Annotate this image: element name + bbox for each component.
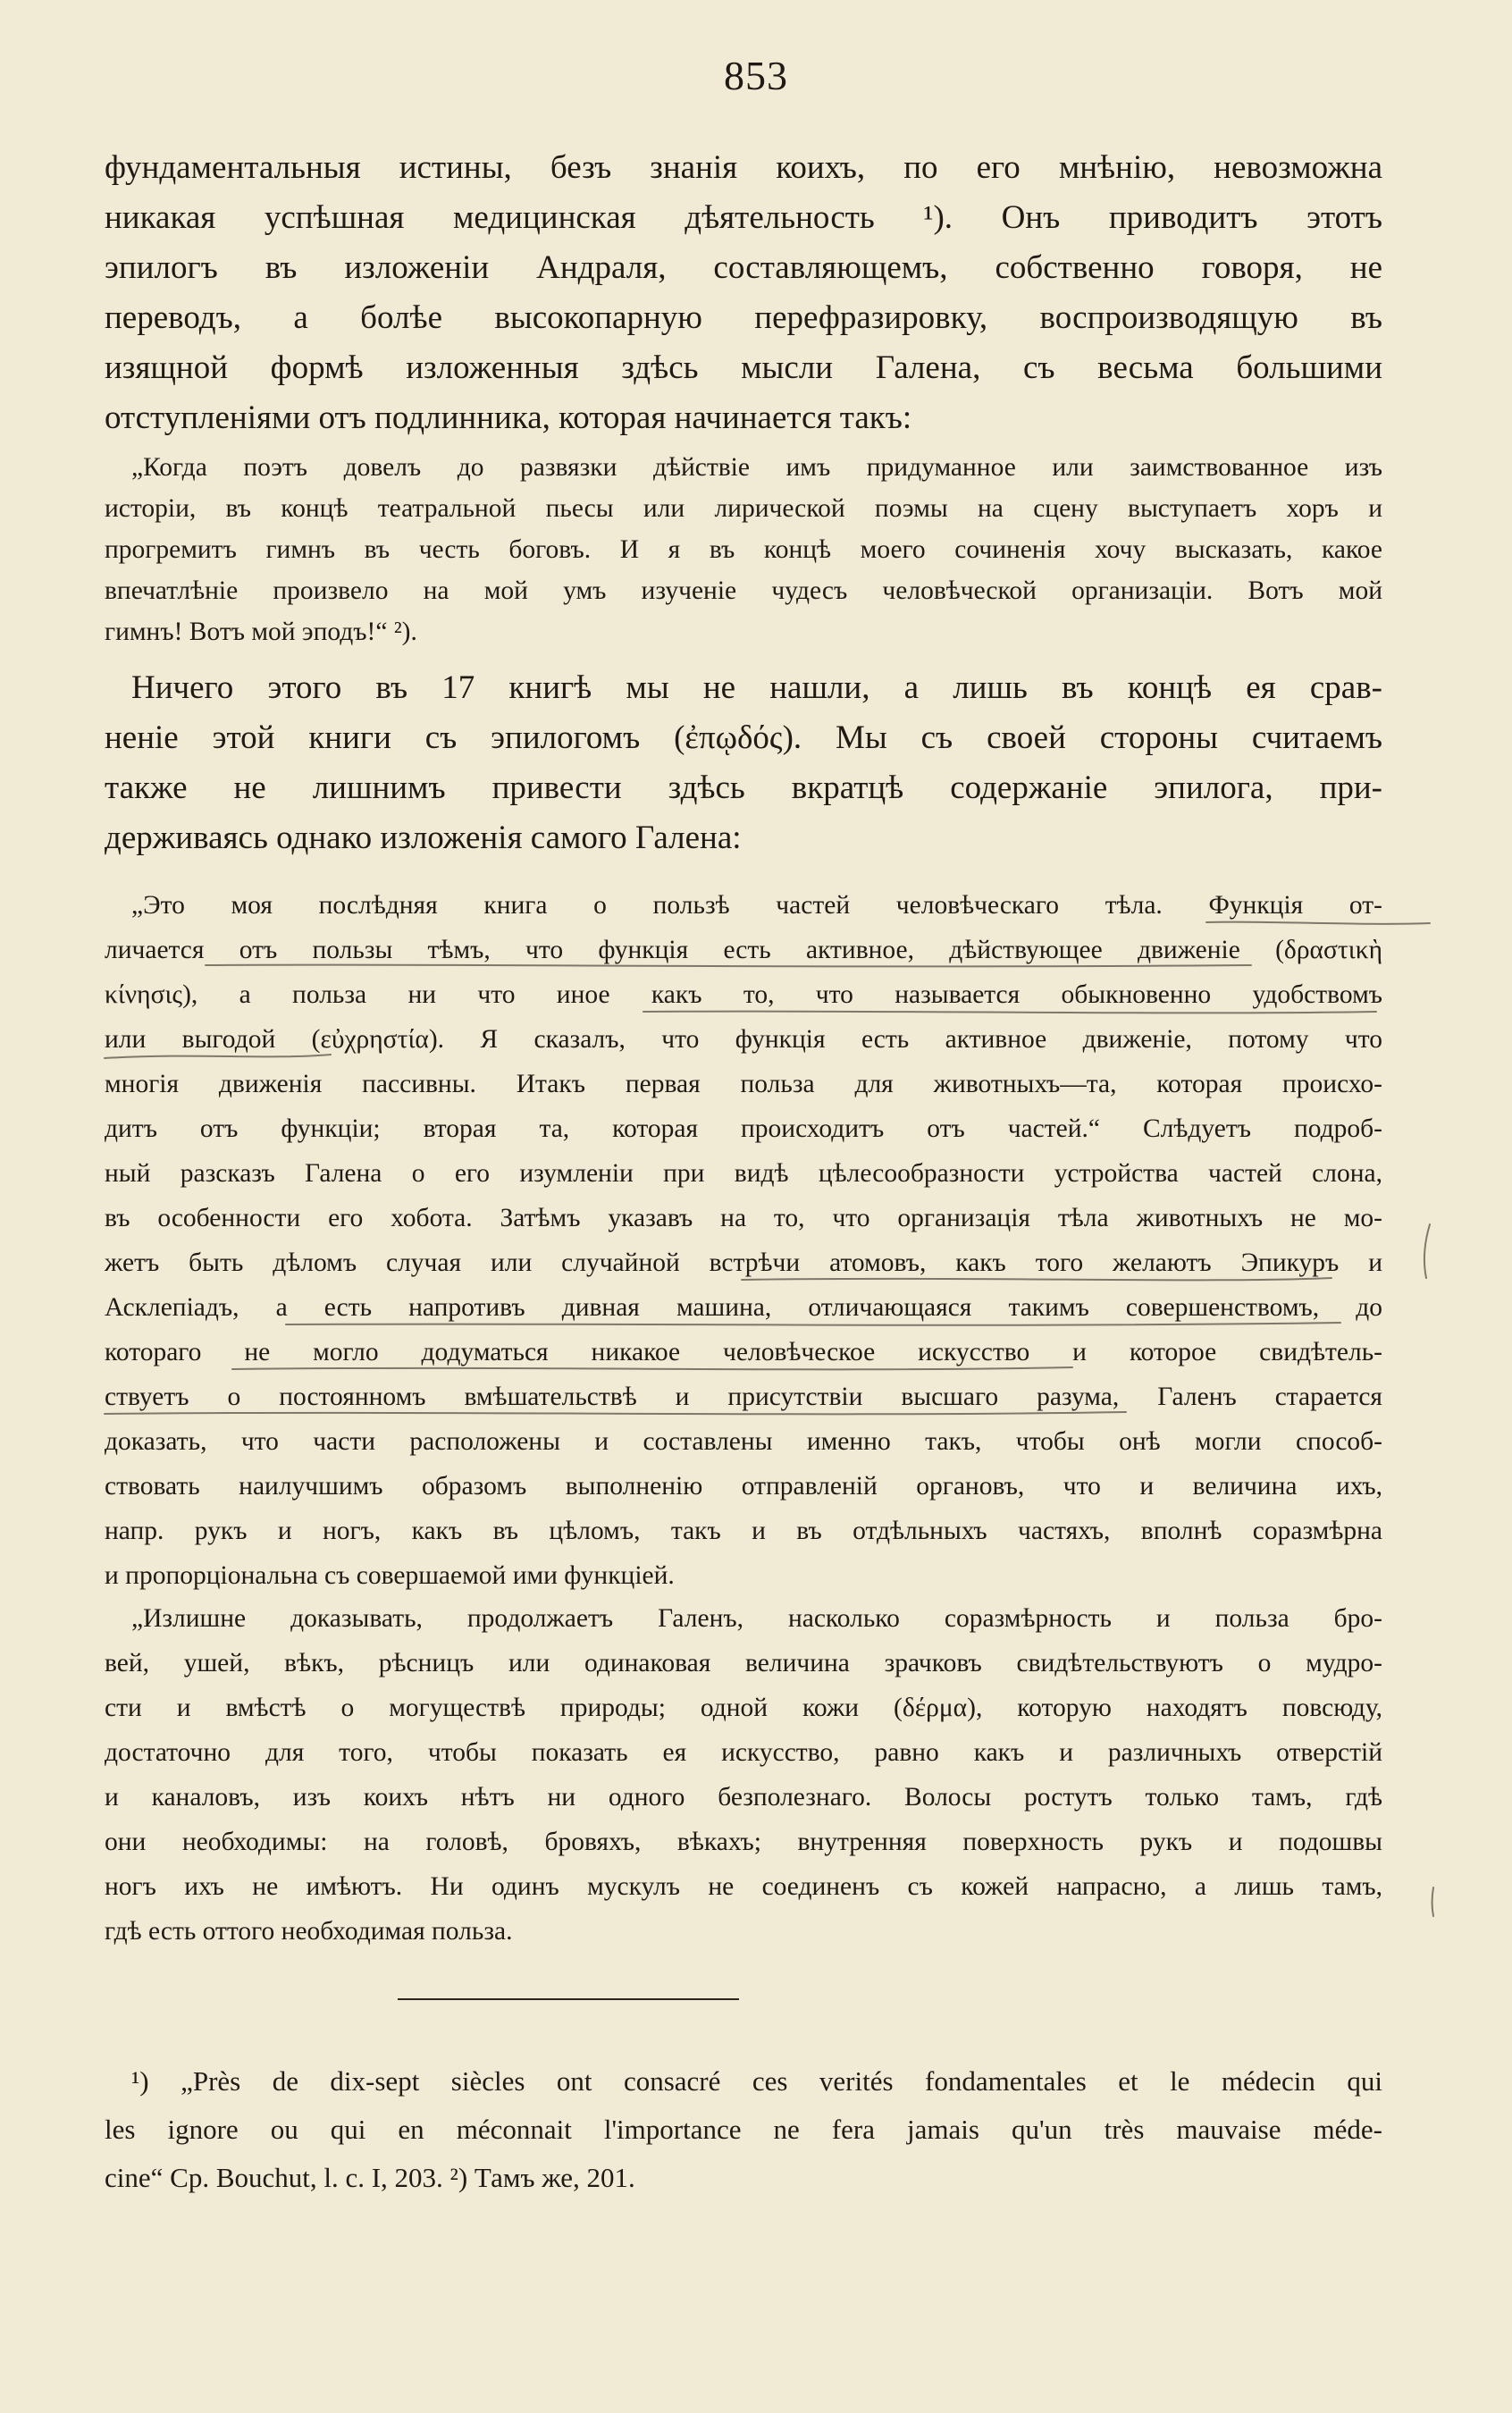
quote-block-2	[105, 883, 1382, 1598]
footnote-line: cine“ Ср. Bouchut, l. c. I, 203. ²) Тамъ же, 201.	[105, 2162, 635, 2193]
page-number: 853	[724, 53, 788, 98]
text-line: ногъ ихъ не имѣютъ. Ни одинъ мускулъ не соединенъ съ кожей напрасно, а лишь тамъ,	[105, 1872, 1382, 1901]
text-line: сти и вмѣстѣ о могуществѣ природы; одной кожи (δέρμα), которую находятъ повсюду,	[105, 1694, 1382, 1722]
text-line: κίνησις), а польза ни что иное какъ то, что называется обыкновенно удобствомъ	[105, 980, 1382, 1009]
text-line: Ничего этого въ 17 книгѣ мы не нашли, а лишь въ концѣ ея срав-	[131, 669, 1382, 706]
text-line: неніе этой книги съ эпилогомъ (ἐπῳδός). Мы съ своей стороны считаемъ	[105, 719, 1382, 756]
text-line: исторіи, въ концѣ театральной пьесы или лирической поэмы на сцену выступаетъ хоръ и	[105, 494, 1382, 523]
text-line: впечатлѣніе произвело на мой умъ изученіе чудесъ человѣческой организаціи. Вотъ мой	[105, 576, 1382, 605]
text-line: жетъ быть дѣломъ случая или случайной встрѣчи атомовъ, какъ того желаютъ Эпикуръ и	[105, 1249, 1382, 1277]
quote-block-3	[105, 1596, 1382, 1954]
text-line: они необходимы: на головѣ, бровяхъ, вѣкахъ; внутренняя поверхность рукъ и подошвы	[105, 1828, 1382, 1856]
text-line: или выгодой (εὐχρηστία). Я сказалъ, что функція есть активное движеніе, потому что	[105, 1025, 1382, 1054]
text-line: Асклепіадъ, а есть напротивъ дивная машина, отличающаяся такимъ совершенствомъ, до	[105, 1293, 1382, 1322]
text-line: изящной формѣ изложенныя здѣсь мысли Галена, съ весьма большими	[105, 349, 1382, 386]
text-line: вей, ушей, вѣкъ, рѣсницъ или одинаковая величина зрачковъ свидѣтельствуютъ о мудро-	[105, 1649, 1382, 1677]
text-line: доказать, что части расположены и составлены именно такъ, чтобы онѣ могли способ-	[105, 1427, 1382, 1456]
text-line: котораго не могло додуматься никакое человѣческое искусство и которое свидѣтель-	[105, 1338, 1382, 1366]
text-line: „Это моя послѣдняя книга о пользѣ частей человѣческаго тѣла. Функція от-	[131, 891, 1382, 920]
text-line: и пропорціональна съ совершаемой ими функціей.	[105, 1561, 675, 1590]
text-line: гимнъ! Вотъ мой эподъ!“ ²).	[105, 618, 417, 646]
text-line: гдѣ есть оттого необходимая польза.	[105, 1917, 513, 1946]
text-line: эпилогъ въ изложеніи Андраля, составляющемъ, собственно говоря, не	[105, 249, 1382, 286]
paragraph-1	[105, 143, 1382, 443]
text-line: напр. рукъ и ногъ, какъ въ цѣломъ, такъ и въ отдѣльныхъ частяхъ, вполнѣ соразмѣрна	[105, 1517, 1382, 1545]
text-line: личается отъ пользы тѣмъ, что функція есть активное, дѣйствующее движеніе (δραστικὴ	[105, 936, 1382, 964]
text-line: переводъ, а болѣе высокопарную перефразировку, воспроизводящую въ	[105, 299, 1382, 336]
pencil-margin-mark	[1432, 1888, 1434, 1916]
text-line: отступленіями отъ подлинника, которая начинается такъ:	[105, 399, 912, 436]
text-line: „Излишне доказывать, продолжаетъ Галенъ, насколько соразмѣрность и польза бро-	[131, 1604, 1382, 1633]
footnotes	[105, 2057, 1382, 2202]
text-line: прогремитъ гимнъ въ честь боговъ. И я въ концѣ моего сочиненія хочу высказать, какое	[105, 535, 1382, 564]
text-line: и каналовъ, изъ коихъ нѣтъ ни одного безполезнаго. Волосы ростутъ только тамъ, гдѣ	[105, 1783, 1382, 1812]
text-line: также не лишнимъ привести здѣсь вкратцѣ содержаніе эпилога, при-	[105, 769, 1382, 806]
quote-block-1	[105, 447, 1382, 652]
text-line: достаточно для того, чтобы показать ея искусство, равно какъ и различныхъ отверстій	[105, 1738, 1382, 1767]
footnote-line: les ignore ou qui en méconnait l'importance ne fera jamais qu'un très mauvaise méde-	[105, 2114, 1382, 2145]
pencil-margin-mark	[1424, 1224, 1430, 1278]
text-line: ствовать наилучшимъ образомъ выполненію отправленій органовъ, что и величина ихъ,	[105, 1472, 1382, 1501]
text-line: дитъ отъ функціи; вторая та, которая происходитъ отъ частей.“ Слѣдуетъ подроб-	[105, 1114, 1382, 1143]
text-line: никакая успѣшная медицинская дѣятельность ¹). Онъ приводитъ этотъ	[105, 199, 1382, 236]
text-line: ствуетъ о постоянномъ вмѣшательствѣ и присутствіи высшаго разума, Галенъ старается	[105, 1383, 1382, 1411]
text-line: ный разсказъ Галена о его изумленіи при видѣ цѣлесообразности устройства частей слона,	[105, 1159, 1382, 1188]
text-line: держиваясь однако изложенія самого Галена:	[105, 820, 742, 856]
paragraph-2	[105, 663, 1382, 863]
text-line: многія движенія пассивны. Итакъ первая польза для животныхъ—та, которая происхо-	[105, 1070, 1382, 1098]
text-line: въ особенности его хобота. Затѣмъ указавъ на то, что организація тѣла животныхъ не мо-	[105, 1204, 1382, 1232]
text-line: „Когда поэтъ довелъ до развязки дѣйствіе имъ придуманное или заимствованное изъ	[131, 453, 1382, 482]
footnote-divider	[398, 1998, 739, 2000]
footnote-line: ¹) „Près de dix-sept siècles ont consacré ces verités fondamentales et le médecin qui	[131, 2065, 1382, 2097]
text-line: фундаментальныя истины, безъ знанія коихъ, по его мнѣнію, невозможна	[105, 149, 1382, 186]
